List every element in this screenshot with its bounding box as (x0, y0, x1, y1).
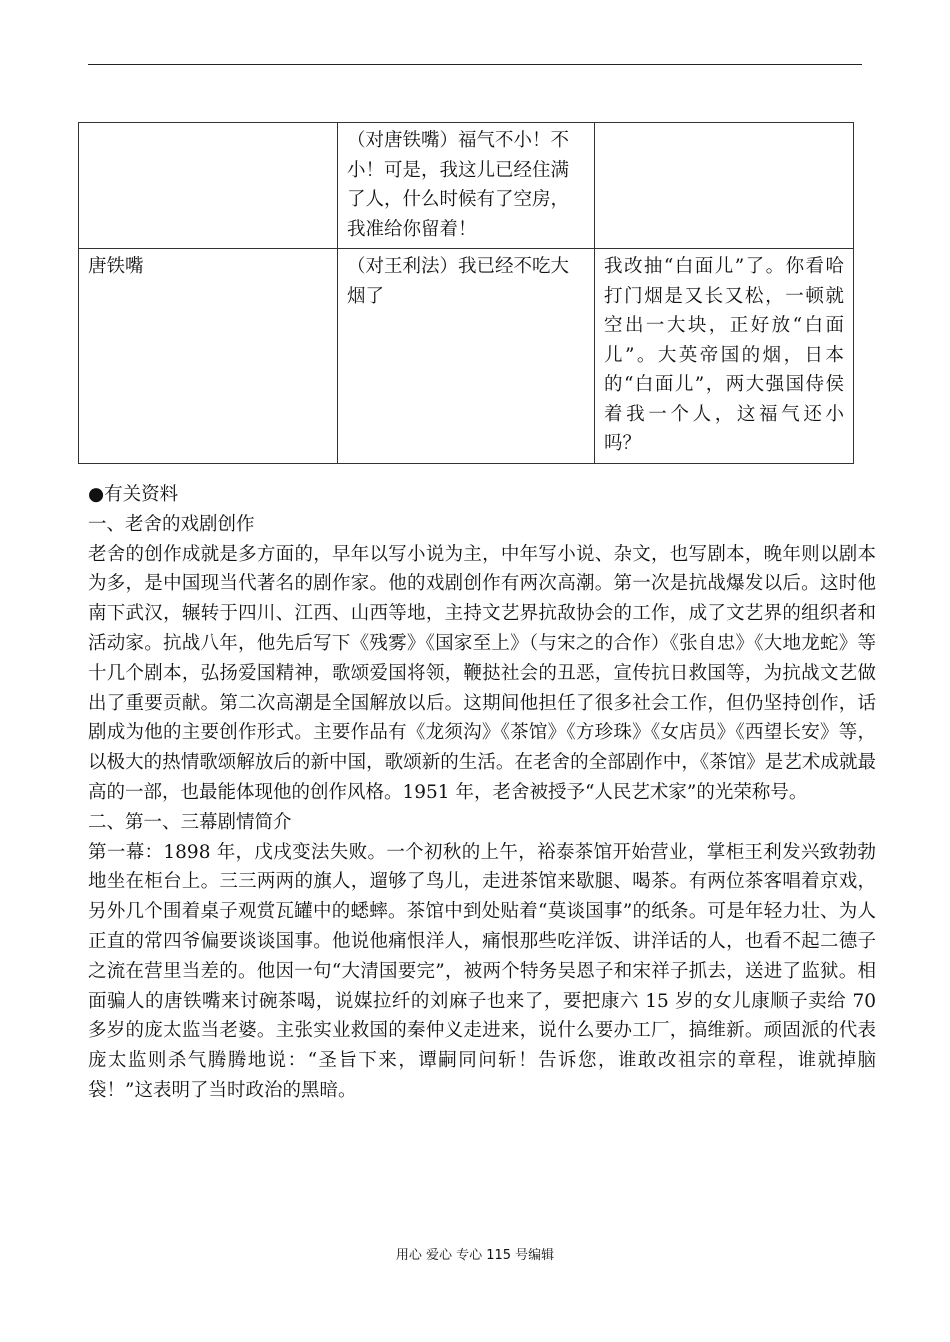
speaker-cell (79, 123, 338, 249)
reference-material (88, 480, 876, 1106)
speaker-cell: 唐铁嘴 (79, 249, 338, 464)
section2-title: 二、第一、三幕剧情简介 (88, 811, 292, 833)
header-rule (88, 64, 862, 65)
section-heading: ●有关资料 (88, 484, 179, 505)
reply-cell: 我改抽“白面儿”了。你看哈打门烟是又长又松，一顿就空出一大块，正好放“白面儿”。大英帝国的烟，日本的“白面儿”，两大强国侍侯着我一个人，这福气还小吗？ (595, 249, 854, 464)
table-row (79, 249, 854, 464)
line-cell: （对唐铁嘴）福气不小！不小！可是，我这儿已经住满了人，什么时候有了空房，我准给你留着！ (338, 123, 595, 249)
section2-body: 第一幕：1898 年，戊戌变法失败。一个初秋的上午，裕泰茶馆开始营业，掌柜王利发兴致勃勃地坐在柜台上。三三两两的旗人，遛够了鸟儿，走进茶馆来歇腿、喝茶。有两位茶客唱着京戏，另外几个围着桌子观赏瓦罐中的蟋蟀。茶馆中到处贴着“莫谈国事”的纸条。可是年轻力壮、为人正直的常四爷偏要谈谈国事。他说他痛恨洋人，痛恨那些吃洋饭、讲洋话的人，也看不起二德子之流在营里当差的。他因一句“大清国要完”，被两个特务吴恩子和宋祥子抓去，送进了监狱。相面骗人的唐铁嘴来讨碗茶喝，说媒拉纤的刘麻子也来了，要把康六 15 岁的女儿康顺子卖给 70 多岁的庞太监当老婆。主张实业救国的秦仲义走进来，说什么要办工厂，搞维新。顽固派的代表庞太监则杀气腾腾地说：“圣旨下来，谭嗣同问斩！告诉您，谁敢改祖宗的章程，谁就掉脑袋！”这表明了当时政治的黑暗。 (88, 841, 876, 1101)
reply-cell (595, 123, 854, 249)
section1-title: 一、老舍的戏剧创作 (88, 513, 255, 535)
section1-body: 老舍的创作成就是多方面的，早年以写小说为主，中年写小说、杂文，也写剧本，晚年则以剧本为多，是中国现当代著名的剧作家。他的戏剧创作有两次高潮。第一次是抗战爆发以后。这时他南下武汉，辗转于四川、江西、山西等地，主持文艺界抗敌协会的工作，成了文艺界的组织者和活动家。抗战八年，他先后写下《残雾》《国家至上》（与宋之的合作）《张自忠》《大地龙蛇》等十几个剧本，弘扬爱国精神，歌颂爱国将领，鞭挞社会的丑恶，宣传抗日救国等，为抗战文艺做出了重要贡献。第二次高潮是全国解放以后。这期间他担任了很多社会工作，但仍坚持创作，话剧成为他的主要创作形式。主要作品有《龙须沟》《茶馆》《方珍珠》《女店员》《西望长安》等，以极大的热情歌颂解放后的新中国，歌颂新的生活。在老舍的全部剧作中，《茶馆》是艺术成就最高的一部，也最能体现他的创作风格。1951 年，老舍被授予“人民艺术家”的光荣称号。 (88, 543, 876, 803)
dialogue-table (78, 122, 854, 464)
line-cell: （对王利法）我已经不吃大烟了 (338, 249, 595, 464)
page-footer: 用心 爱心 专心 115 号编辑 (395, 1248, 555, 1263)
table-row (79, 123, 854, 249)
